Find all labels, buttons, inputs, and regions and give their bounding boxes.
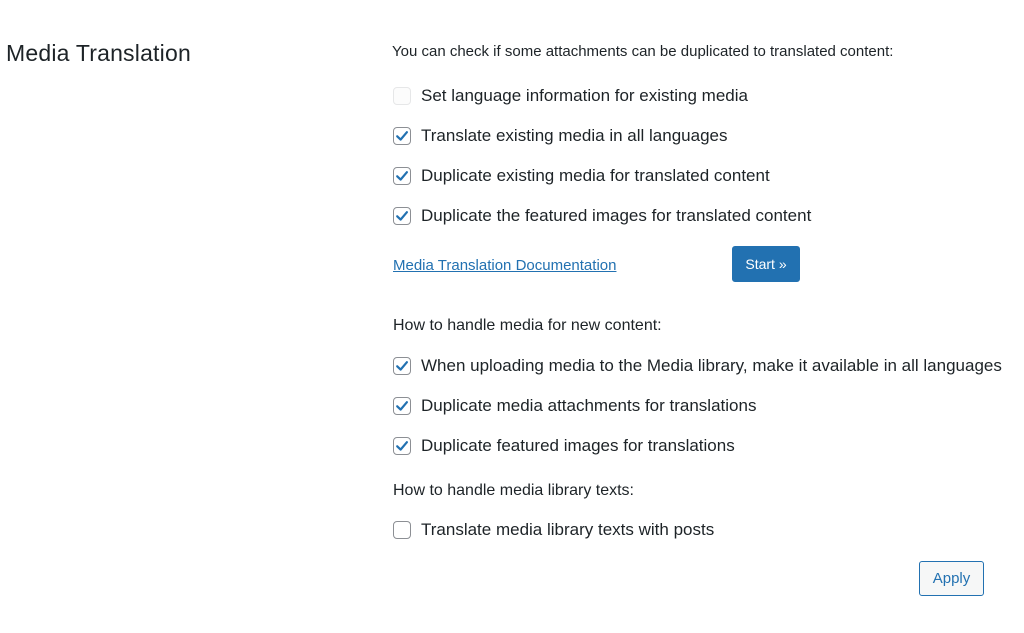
checkbox-set-language-info[interactable]	[393, 87, 411, 105]
option-label: Set language information for existing media	[421, 86, 748, 105]
library-texts-heading: How to handle media library texts:	[393, 482, 634, 499]
option-label: Duplicate the featured images for translated content	[421, 206, 812, 225]
start-button[interactable]: Start »	[732, 246, 800, 282]
option-label: Translate media library texts with posts	[421, 520, 715, 539]
option-duplicate-featured-new[interactable]	[393, 435, 735, 457]
section-title: Media Translation	[6, 40, 191, 66]
option-duplicate-existing-media[interactable]	[393, 165, 770, 187]
checkbox-duplicate-featured-new[interactable]	[393, 437, 411, 455]
existing-media-intro: You can check if some attachments can be duplicated to translated content:	[392, 43, 894, 60]
checkmark-icon	[395, 359, 409, 373]
checkmark-icon	[395, 129, 409, 143]
documentation-link[interactable]: Media Translation Documentation	[393, 257, 617, 274]
checkmark-icon	[395, 399, 409, 413]
option-duplicate-featured-existing[interactable]	[393, 205, 811, 227]
checkbox-duplicate-featured-existing[interactable]	[393, 207, 411, 225]
checkmark-icon	[395, 439, 409, 453]
option-duplicate-attachments[interactable]	[393, 395, 756, 417]
checkbox-translate-existing-media[interactable]	[393, 127, 411, 145]
new-content-heading: How to handle media for new content:	[393, 317, 662, 334]
checkmark-icon	[395, 169, 409, 183]
checkbox-duplicate-existing-media[interactable]	[393, 167, 411, 185]
option-label: When uploading media to the Media library, make it available in all languages	[421, 356, 1002, 375]
option-label: Duplicate media attachments for translations	[421, 396, 757, 415]
option-media-all-languages[interactable]	[393, 355, 1002, 377]
option-label: Duplicate featured images for translations	[421, 436, 735, 455]
checkbox-duplicate-attachments[interactable]	[393, 397, 411, 415]
apply-button[interactable]: Apply	[919, 561, 984, 596]
checkbox-translate-library-texts[interactable]	[393, 521, 411, 539]
option-translate-existing-media[interactable]	[393, 125, 728, 147]
option-translate-library-texts[interactable]	[393, 519, 714, 541]
option-label: Translate existing media in all languages	[421, 126, 728, 145]
checkbox-media-all-languages[interactable]	[393, 357, 411, 375]
checkmark-icon	[395, 209, 409, 223]
option-label: Duplicate existing media for translated content	[421, 166, 770, 185]
option-set-language-info[interactable]	[393, 85, 748, 107]
